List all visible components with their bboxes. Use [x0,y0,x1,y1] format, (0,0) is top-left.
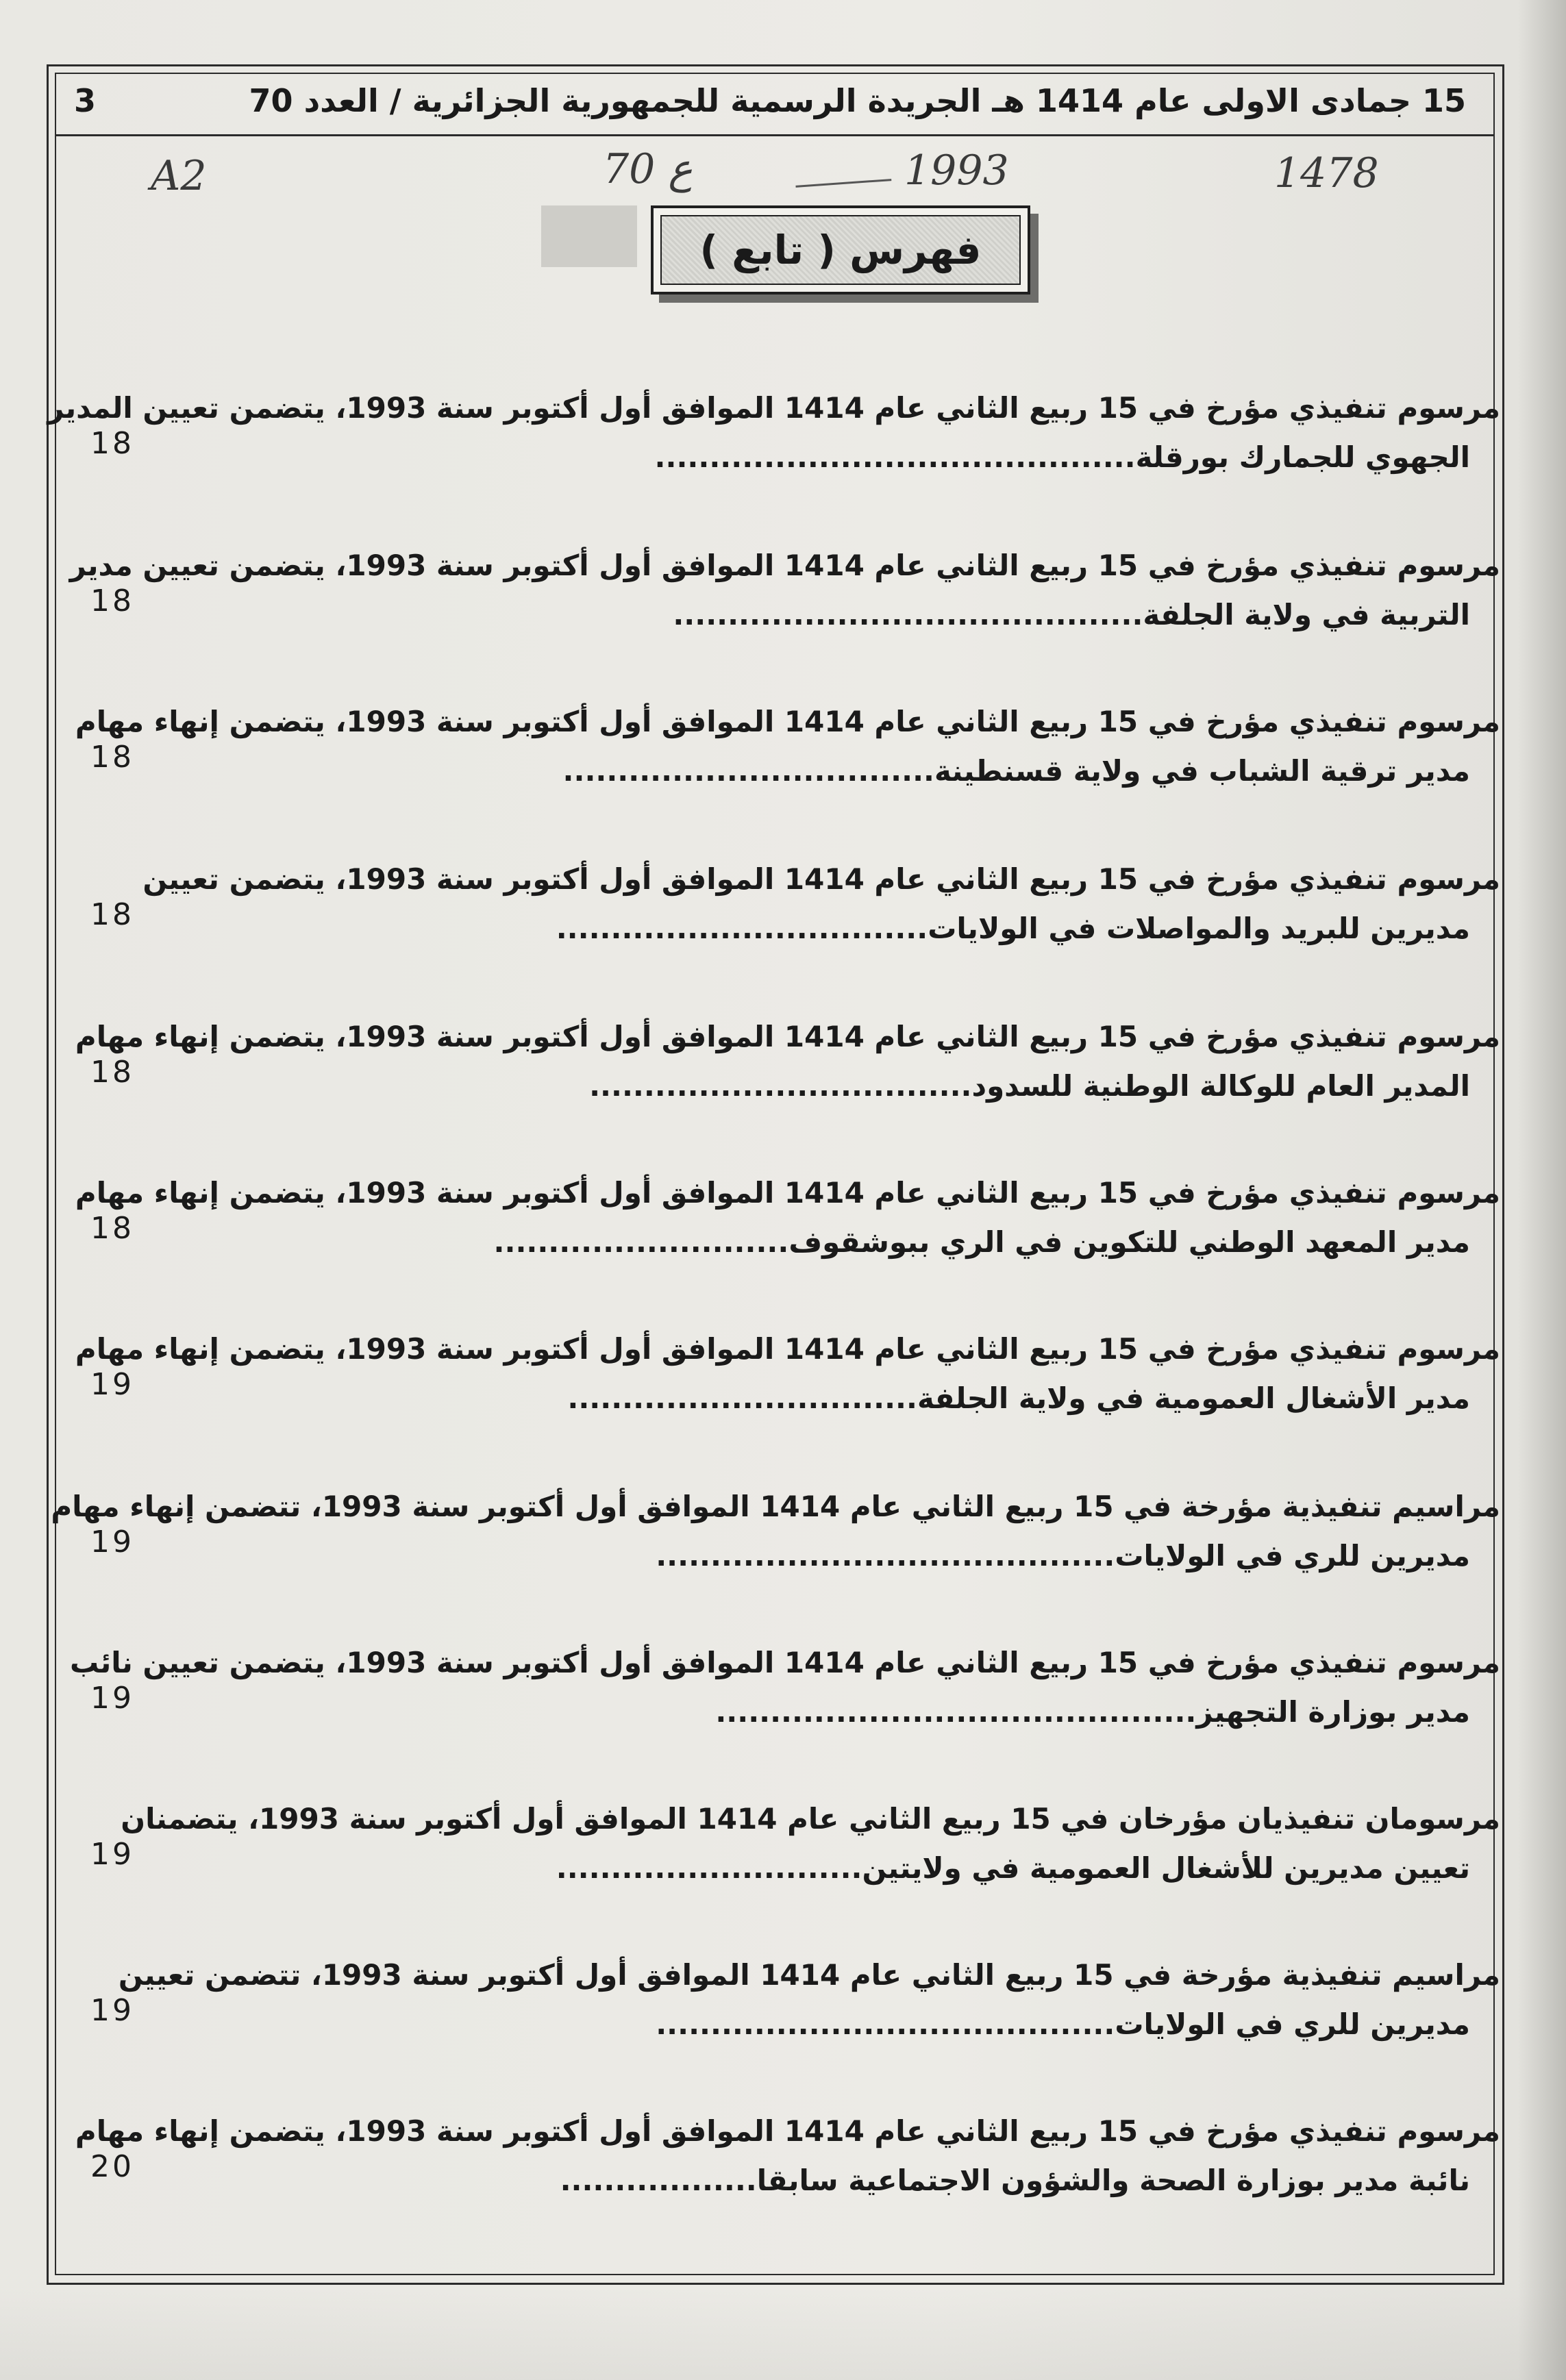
entry-subtitle [654,433,1470,482]
leader-dots: ............................................ [715,1695,1197,1729]
leader-dots: .......................................... [656,1539,1115,1573]
entry-subtitle-text: تعيين مديرين للأشغال العمومية في ولايتين [862,1851,1470,1885]
entry-subtitle [656,1531,1470,1581]
entry-subtitle-text: التربية في ولاية الجلفة [1143,598,1470,631]
entry-page-number: 19 [90,1525,134,1559]
entry-subtitle-text: مديرين للري في الولايات [1115,2007,1470,2041]
entry-title: مرسوم تنفيذي مؤرخ في 15 ربيع الثاني عام 1414 الموافق أول أكتوبر سنة 1993، يتضمن تعيين [142,862,1500,896]
entry-page-number: 19 [90,1681,134,1716]
entry-subtitle [589,1062,1470,1111]
index-entry [69,1638,1500,1755]
index-entry [47,384,1500,500]
entry-title: مرسوم تنفيذي مؤرخ في 15 ربيع الثاني عام 1414 الموافق أول أكتوبر سنة 1993، يتضمن تعيين مدير [69,549,1500,582]
handwritten-note: 70 ع [603,145,693,193]
entry-subtitle-text: مديرين للري في الولايات [1115,1539,1470,1573]
entry-subtitle-text: مدير المعهد الوطني للتكوين في الري ببوشقوف [788,1225,1470,1259]
entry-page-number: 18 [90,897,134,932]
running-header: 15 جمادى الاولى عام 1414 هـ الجريدة الرسمية للجمهورية الجزائرية / العدد 70 [249,82,1466,119]
leader-dots: ........................................... [673,598,1143,631]
entry-title: مرسوم تنفيذي مؤرخ في 15 ربيع الثاني عام 1414 الموافق أول أكتوبر سنة 1993، يتضمن إنهاء مهام [75,1176,1500,1210]
entry-page-number: 19 [90,1993,134,2028]
entry-subtitle-text: نائبة مدير بوزارة الصحة والشؤون الاجتماعية سابقا [756,2164,1470,2197]
leader-dots: ................................ [567,1381,917,1415]
entry-subtitle [556,904,1470,953]
entry-subtitle [715,1688,1470,1737]
page-number: 3 [74,82,97,119]
entry-subtitle [493,1218,1470,1267]
entry-subtitle [673,590,1470,640]
leader-dots: .......................................... [656,2007,1115,2041]
entry-title: مرسوم تنفيذي مؤرخ في 15 ربيع الثاني عام 1414 الموافق أول أكتوبر سنة 1993، يتضمن إنهاء مهام [75,1332,1500,1366]
entry-page-number: 18 [90,740,134,775]
leader-dots: .................................. [562,754,935,788]
entry-subtitle-text: الجهوي للجمارك بورقلة [1135,440,1470,474]
entry-title: مرسوم تنفيذي مؤرخ في 15 ربيع الثاني عام 1414 الموافق أول أكتوبر سنة 1993، يتضمن تعيين المدير [47,391,1500,425]
entry-subtitle-text: مديرين للبريد والمواصلات في الولايات [928,912,1470,945]
entry-page-number: 18 [90,426,134,461]
index-entry [51,1482,1500,1599]
entry-subtitle [562,747,1470,796]
scan-shading [0,2288,1566,2380]
entry-subtitle [556,1844,1470,1893]
handwritten-note: 1478 [1274,149,1379,197]
leader-dots: ........................... [493,1225,789,1259]
section-title: فهرس ( تابع ) [660,215,1021,285]
index-entry [69,1951,1500,2067]
entry-subtitle-text: المدير العام للوكالة الوطنية للسدود [971,1069,1470,1103]
entry-subtitle-text: مدير الأشغال العمومية في ولاية الجلفة [917,1381,1470,1415]
entry-title: مرسومان تنفيذيان مؤرخان في 15 ربيع الثاني عام 1414 الموافق أول أكتوبر سنة 1993، يتضمنان [121,1802,1500,1836]
entry-subtitle [656,2000,1470,2049]
entry-title: مراسيم تنفيذية مؤرخة في 15 ربيع الثاني عام 1414 الموافق أول أكتوبر سنة 1993، تتضمن تعيين [118,1958,1500,1992]
entry-page-number: 19 [90,1837,134,1872]
index-entry [69,1168,1500,1285]
index-entry [69,855,1500,971]
index-entry [69,541,1500,657]
index-entry [69,2107,1500,2223]
index-entry [69,1012,1500,1129]
entry-title: مرسوم تنفيذي مؤرخ في 15 ربيع الثاني عام 1414 الموافق أول أكتوبر سنة 1993، يتضمن تعيين نائب [69,1646,1500,1679]
index-entry [69,1325,1500,1441]
index-entry [69,1794,1500,1911]
leader-dots: ................................... [589,1069,972,1103]
entry-title: مرسوم تنفيذي مؤرخ في 15 ربيع الثاني عام 1414 الموافق أول أكتوبر سنة 1993، يتضمن إنهاء مهام [75,2114,1500,2148]
index-entry [69,697,1500,814]
leader-dots: ............................................ [654,440,1136,474]
leader-dots: ............................ [556,1851,862,1885]
entry-page-number: 18 [90,1211,134,1246]
entry-subtitle-text: مدير ترقية الشباب في ولاية قسنطينة [934,754,1470,788]
entry-subtitle-text: مدير بوزارة التجهيز [1196,1695,1470,1729]
leader-dots: .................. [560,2164,757,2197]
entry-page-number: 18 [90,584,134,618]
entry-subtitle [567,1374,1470,1423]
entry-subtitle [560,2156,1470,2205]
handwritten-note: 1993 [904,147,1009,195]
entry-page-number: 18 [90,1055,134,1090]
handwritten-note: A2 [151,152,207,200]
entry-title: مرسوم تنفيذي مؤرخ في 15 ربيع الثاني عام 1414 الموافق أول أكتوبر سنة 1993، يتضمن إنهاء مهام [75,705,1500,738]
entry-page-number: 19 [90,1367,134,1402]
entry-title: مراسيم تنفيذية مؤرخة في 15 ربيع الثاني عام 1414 الموافق أول أكتوبر سنة 1993، تتضمن إنهاء مهام [51,1490,1500,1523]
entry-page-number: 20 [90,2149,134,2184]
leader-dots: .................................. [556,912,928,945]
entry-title: مرسوم تنفيذي مؤرخ في 15 ربيع الثاني عام 1414 الموافق أول أكتوبر سنة 1993، يتضمن إنهاء مهام [75,1020,1500,1053]
